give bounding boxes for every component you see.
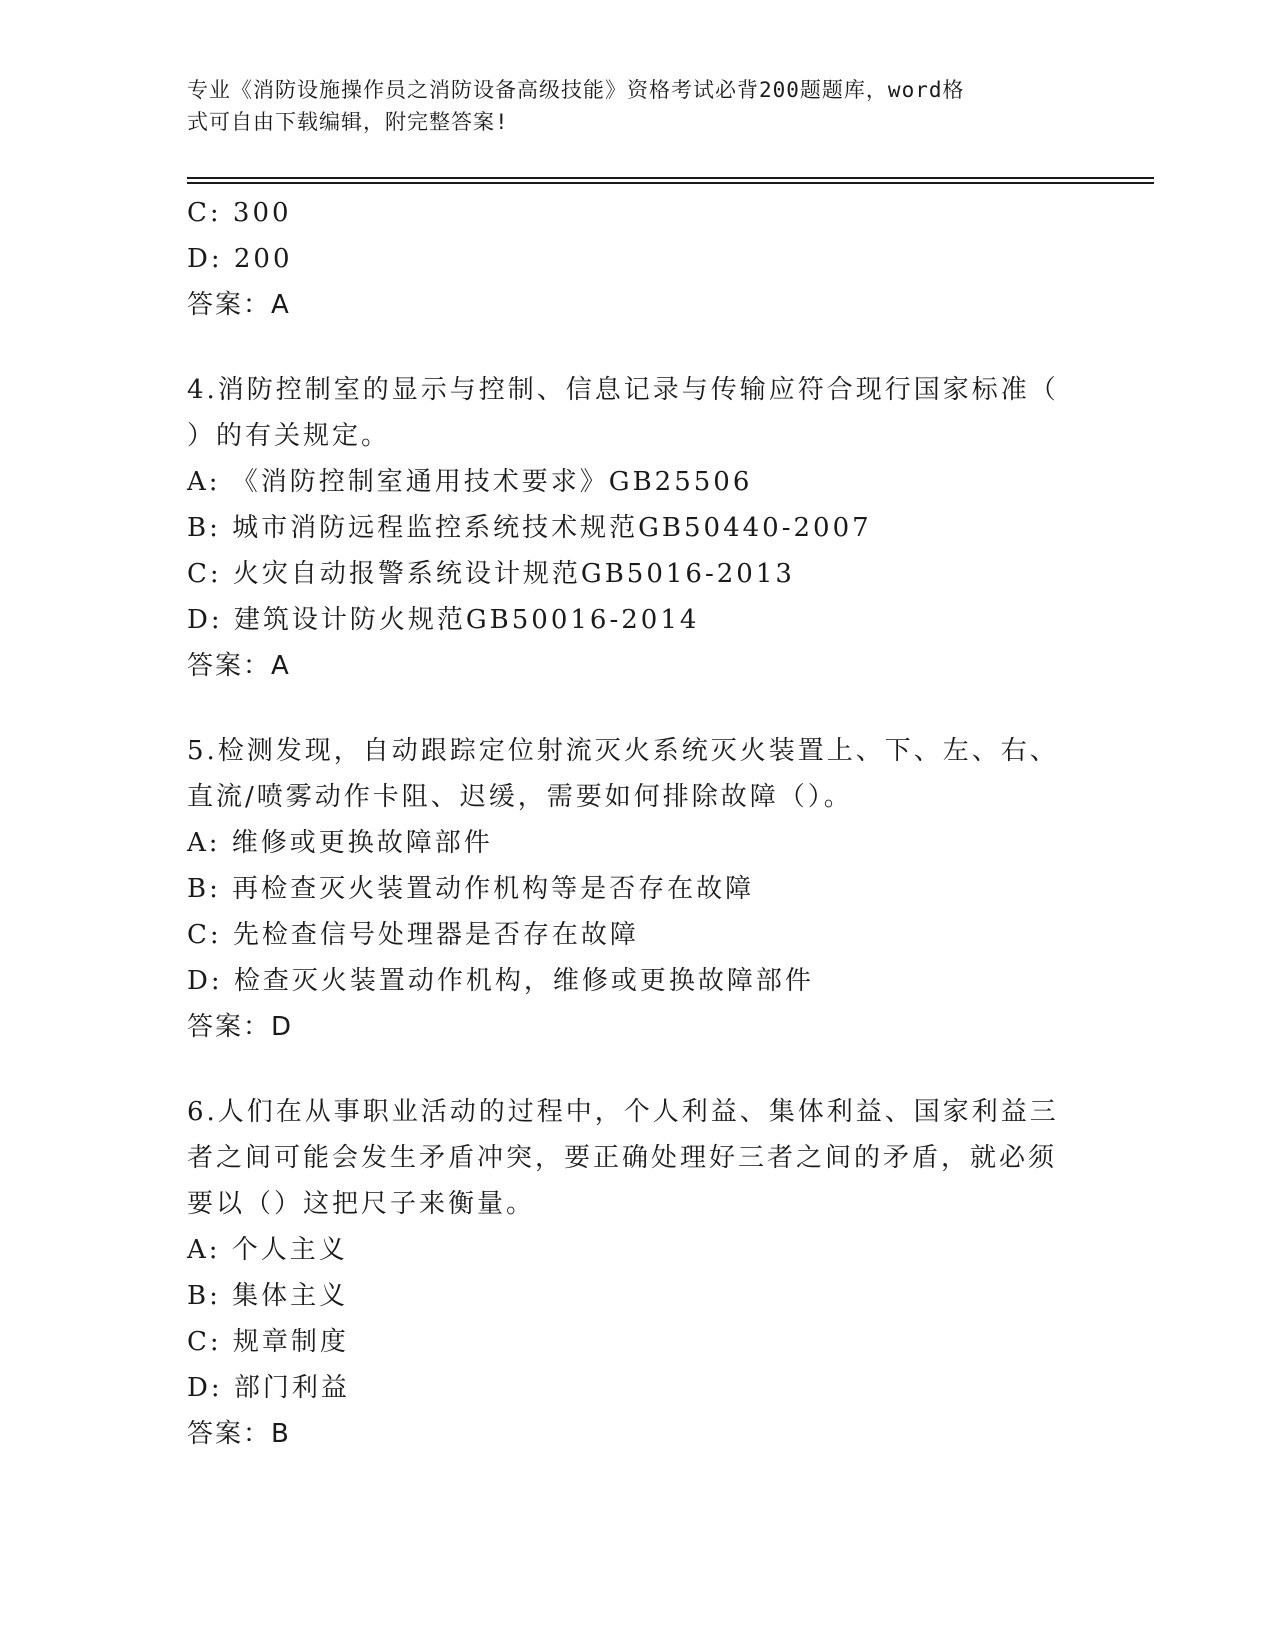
question-stem-line: ）的有关规定。	[187, 421, 391, 451]
option-c: C: 先检查信号处理器是否存在故障	[187, 920, 639, 950]
header-rule-bottom	[187, 182, 1154, 184]
option-b: B: 城市消防远程监控系统技术规范GB50440-2007	[187, 513, 872, 543]
option-d: D: 检查灭火装置动作机构，维修或更换故障部件	[187, 966, 814, 996]
document-header	[187, 74, 1067, 138]
question-5	[187, 728, 1087, 1050]
question-6	[187, 1089, 1087, 1457]
question-3-tail	[187, 190, 1087, 328]
question-stem-line: 5.检测发现，自动跟踪定位射流灭火系统灭火装置上、下、左、右、	[187, 736, 1059, 766]
option-d: D: 200	[187, 244, 293, 274]
option-a: A: 个人主义	[187, 1235, 348, 1265]
question-stem-line: 要以（）这把尺子来衡量。	[187, 1189, 536, 1219]
option-c: C: 规章制度	[187, 1327, 349, 1357]
option-a: A: 维修或更换故障部件	[187, 828, 493, 858]
answer-line: 答案：A	[187, 651, 291, 681]
option-c: C: 300	[187, 198, 292, 228]
answer-line: 答案：D	[187, 1012, 294, 1042]
question-spacer	[187, 328, 1087, 367]
header-line-2: 式可自由下载编辑，附完整答案!	[187, 110, 509, 134]
header-rule-top	[187, 177, 1154, 179]
option-d: D: 部门利益	[187, 1373, 350, 1403]
option-a: A: 《消防控制室通用技术要求》GB25506	[187, 467, 753, 497]
question-list	[187, 190, 1087, 1457]
question-stem-line: 4.消防控制室的显示与控制、信息记录与传输应符合现行国家标准（	[187, 375, 1059, 405]
question-spacer	[187, 689, 1087, 728]
answer-line: 答案：A	[187, 290, 291, 320]
question-stem-line: 者之间可能会发生矛盾冲突，要正确处理好三者之间的矛盾，就必须	[187, 1143, 1058, 1173]
option-c: C: 火灾自动报警系统设计规范GB5016-2013	[187, 559, 795, 589]
option-b: B: 集体主义	[187, 1281, 349, 1311]
question-4	[187, 367, 1087, 689]
answer-line: 答案：B	[187, 1419, 291, 1449]
option-b: B: 再检查灭火装置动作机构等是否存在故障	[187, 874, 755, 904]
option-d: D: 建筑设计防火规范GB50016-2014	[187, 605, 700, 635]
question-spacer	[187, 1050, 1087, 1089]
question-stem-line: 直流/喷雾动作卡阻、迟缓，需要如何排除故障（）。	[187, 782, 853, 812]
question-stem-line: 6.人们在从事职业活动的过程中，个人利益、集体利益、国家利益三	[187, 1097, 1059, 1127]
header-line-1: 专业《消防设施操作员之消防设备高级技能》资格考试必背200题题库，word格	[187, 78, 965, 102]
